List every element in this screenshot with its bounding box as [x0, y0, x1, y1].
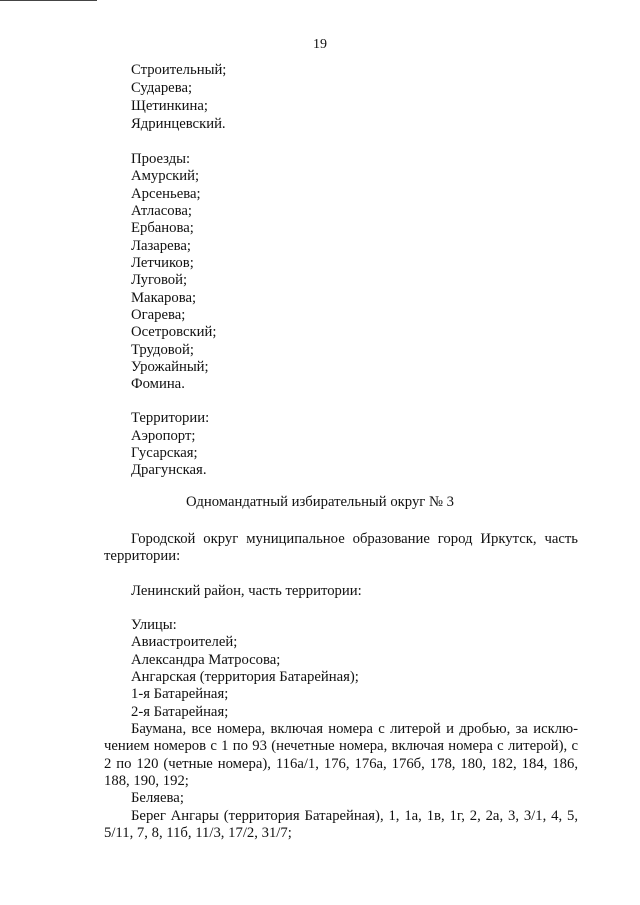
passage-item: Огарева; — [131, 307, 186, 323]
baumana-line: чением номеров с 1 по 93 (нечетные номера, включая номера с литерой), с — [104, 738, 578, 754]
territory-item: Драгунская. — [131, 462, 207, 478]
passage-item: Макарова; — [131, 290, 197, 306]
street-item: 2-я Батарейная; — [131, 704, 229, 720]
district-title: Одномандатный избирательный округ № 3 — [185, 494, 455, 510]
passage-item: Летчиков; — [131, 255, 194, 271]
street-item: Строительный; — [131, 62, 227, 78]
territories-heading: Территории: — [131, 410, 210, 426]
passage-item: Трудовой; — [131, 342, 194, 358]
leninsky-district: Ленинский район, часть территории: — [131, 583, 362, 599]
territory-item: Аэропорт; — [131, 428, 196, 444]
baumana-line: 188, 190, 192; — [104, 773, 189, 789]
passage-item: Амурский; — [131, 168, 200, 184]
intro-line: территории: — [104, 548, 181, 564]
streets-heading: Улицы: — [131, 617, 177, 633]
street-item: Авиастроителей; — [131, 634, 238, 650]
page-number: 19 — [313, 37, 327, 52]
bereg-line: Берег Ангары (территория Батарейная), 1, 1а, 1в, 1г, 2, 2а, 3, 3/1, 4, 5, — [131, 808, 578, 824]
passage-item: Осетровский; — [131, 324, 217, 340]
passage-item: Лазарева; — [131, 238, 192, 254]
passages-heading: Проезды: — [131, 151, 191, 167]
street-item: Сударева; — [131, 80, 193, 96]
passage-item: Арсеньева; — [131, 186, 201, 202]
street-item: Александра Матросова; — [131, 652, 281, 668]
passage-item: Фомина. — [131, 376, 185, 392]
passage-item: Луговой; — [131, 272, 188, 288]
passage-item: Атласова; — [131, 203, 192, 219]
passage-item: Ербанова; — [131, 220, 194, 236]
street-item: Щетинкина; — [131, 98, 208, 114]
street-item: Ядринцевский. — [131, 116, 226, 132]
bereg-line: 5/11, 7, 8, 11б, 11/3, 17/2, 31/7; — [104, 825, 292, 841]
passage-item: Урожайный; — [131, 359, 209, 375]
baumana-line: 2 по 120 (четные номера), 116а/1, 176, 176а, 176б, 178, 180, 182, 184, 186, — [104, 756, 578, 772]
street-item: Ангарская (территория Батарейная); — [131, 669, 359, 685]
street-item: Беляева; — [131, 790, 184, 806]
street-item: 1-я Батарейная; — [131, 686, 229, 702]
top-rule — [0, 0, 97, 1]
intro-line: Городской округ муниципальное образование город Иркутск, часть — [131, 531, 578, 547]
territory-item: Гусарская; — [131, 445, 198, 461]
baumana-line: Баумана, все номера, включая номера с литерой и дробью, за исклю- — [131, 721, 578, 737]
